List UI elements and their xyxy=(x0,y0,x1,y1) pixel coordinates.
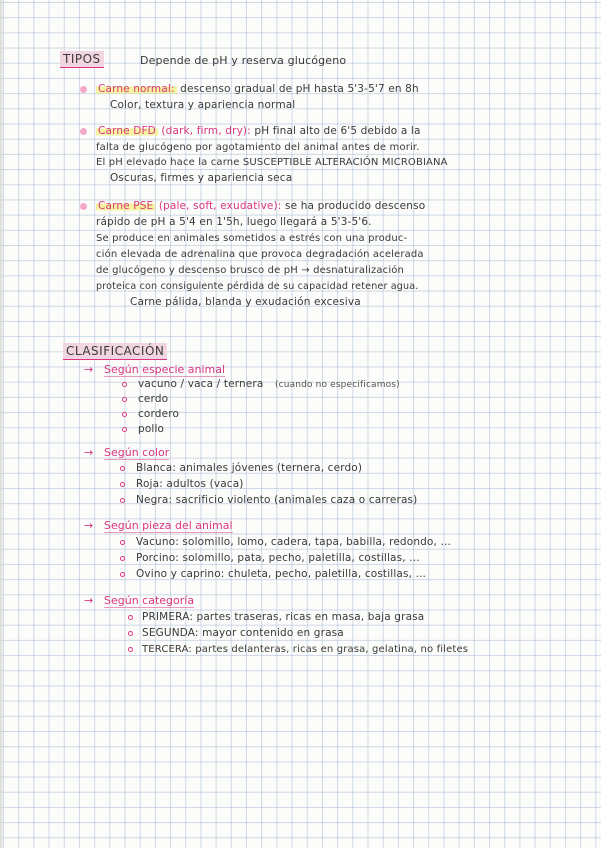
categoria-item-2: SEGUNDA: mayor contenido en grasa xyxy=(142,627,344,639)
arrow-icon: → xyxy=(84,363,94,376)
bullet-icon xyxy=(128,631,133,636)
color-item-3: Negra: sacrificio violento (animales caza o carreras) xyxy=(136,494,418,506)
arrow-icon: → xyxy=(84,519,94,532)
pieza-item-2: Porcino: solomillo, pata, pecho, paletilla, costillas, ... xyxy=(136,552,420,564)
arrow-icon: → xyxy=(84,594,94,607)
clasificacion-title: CLASIFICACIÓN xyxy=(63,343,167,360)
especie-item-3: cordero xyxy=(138,408,180,420)
carne-dfd-line4: Oscuras, firmes y apariencia seca xyxy=(110,172,293,184)
tipos-title: TIPOS xyxy=(60,51,104,68)
pieza-item-1: Vacuno: solomillo, lomo, cadera, tapa, babilla, redondo, ... xyxy=(136,536,451,548)
page-binding-edge xyxy=(0,0,4,848)
carne-pse-line4: ción elevada de adrenalina que provoca degradación acelerada xyxy=(96,249,424,260)
carne-pse-label-paren: (pale, soft, exudative): xyxy=(158,200,282,212)
group-heading-categoria: Según categoría xyxy=(104,594,195,607)
carne-pse-line5: de glucógeno y descenso brusco de pH → desnaturalización xyxy=(96,265,405,276)
categoria-item-1: PRIMERA: partes traseras, ricas en masa, baja grasa xyxy=(142,611,425,623)
carne-pse-line1 xyxy=(96,200,425,213)
tipos-subtitle: Depende de pH y reserva glucógeno xyxy=(140,54,347,67)
bullet-icon xyxy=(120,466,125,471)
carne-dfd-label: Carne DFD xyxy=(98,125,156,137)
carne-normal-line1 xyxy=(96,83,419,96)
carne-dfd-label-paren: (dark, firm, dry): xyxy=(161,125,251,137)
carne-pse-line2: rápido de pH a 5'4 en 1'5h, luego llegará a 5'3-5'6. xyxy=(96,216,372,228)
especie-item-1: vacuno / vaca / ternera (cuando no especificamos) xyxy=(138,378,400,390)
carne-pse-line7: Carne pálida, blanda y exudación excesiva xyxy=(130,296,361,308)
color-item-2: Roja: adultos (vaca) xyxy=(136,478,244,490)
arrow-icon: → xyxy=(84,446,94,459)
bullet-icon xyxy=(80,128,87,135)
clasificacion-heading xyxy=(63,344,167,358)
bullet-icon xyxy=(80,203,87,210)
carne-pse-line6: proteica con consiguiente pérdida de su capacidad retener agua. xyxy=(96,281,419,292)
carne-dfd-line1 xyxy=(96,125,421,138)
bullet-icon xyxy=(120,540,125,545)
carne-normal-line2: Color, textura y apariencia normal xyxy=(110,99,296,111)
bullet-icon xyxy=(122,382,127,387)
bullet-icon xyxy=(122,397,127,402)
carne-normal-text1: descenso gradual de pH hasta 5'3-5'7 en 8h xyxy=(180,83,419,95)
bullet-icon xyxy=(120,556,125,561)
bullet-icon xyxy=(128,615,133,620)
carne-normal-label: Carne normal: xyxy=(98,83,175,95)
especie-item-4: pollo xyxy=(138,423,165,435)
bullet-icon xyxy=(80,86,87,93)
bullet-icon xyxy=(120,498,125,503)
carne-dfd-text1: pH final alto de 6'5 debido a la xyxy=(254,125,421,137)
bullet-icon xyxy=(122,412,127,417)
bullet-icon xyxy=(120,482,125,487)
especie-item-2: cerdo xyxy=(138,393,169,405)
tipos-heading xyxy=(60,52,104,66)
bullet-icon xyxy=(120,572,125,577)
group-heading-color: Según color xyxy=(104,446,170,459)
bullet-icon xyxy=(128,647,133,652)
carne-pse-text1: se ha producido descenso xyxy=(284,200,426,212)
categoria-item-3: TERCERA: partes delanteras, ricas en grasa, gelatina, no filetes xyxy=(142,644,469,655)
carne-dfd-line3: El pH elevado hace la carne SUSCEPTIBLE ALTERACIÓN MICROBIANA xyxy=(96,157,448,168)
carne-dfd-line2: falta de glucógeno por agotamiento del animal antes de morir. xyxy=(96,142,420,153)
group-heading-especie: Según especie animal xyxy=(104,363,226,376)
carne-pse-line3: Se produce en animales sometidos a estrés con una produc- xyxy=(96,233,408,244)
group-heading-pieza: Según pieza del animal xyxy=(104,519,233,532)
pieza-item-3: Ovino y caprino: chuleta, pecho, paletilla, costillas, ... xyxy=(136,568,427,580)
color-item-1: Blanca: animales jóvenes (ternera, cerdo) xyxy=(136,462,363,474)
carne-pse-label: Carne PSE xyxy=(98,200,154,212)
bullet-icon xyxy=(122,427,127,432)
